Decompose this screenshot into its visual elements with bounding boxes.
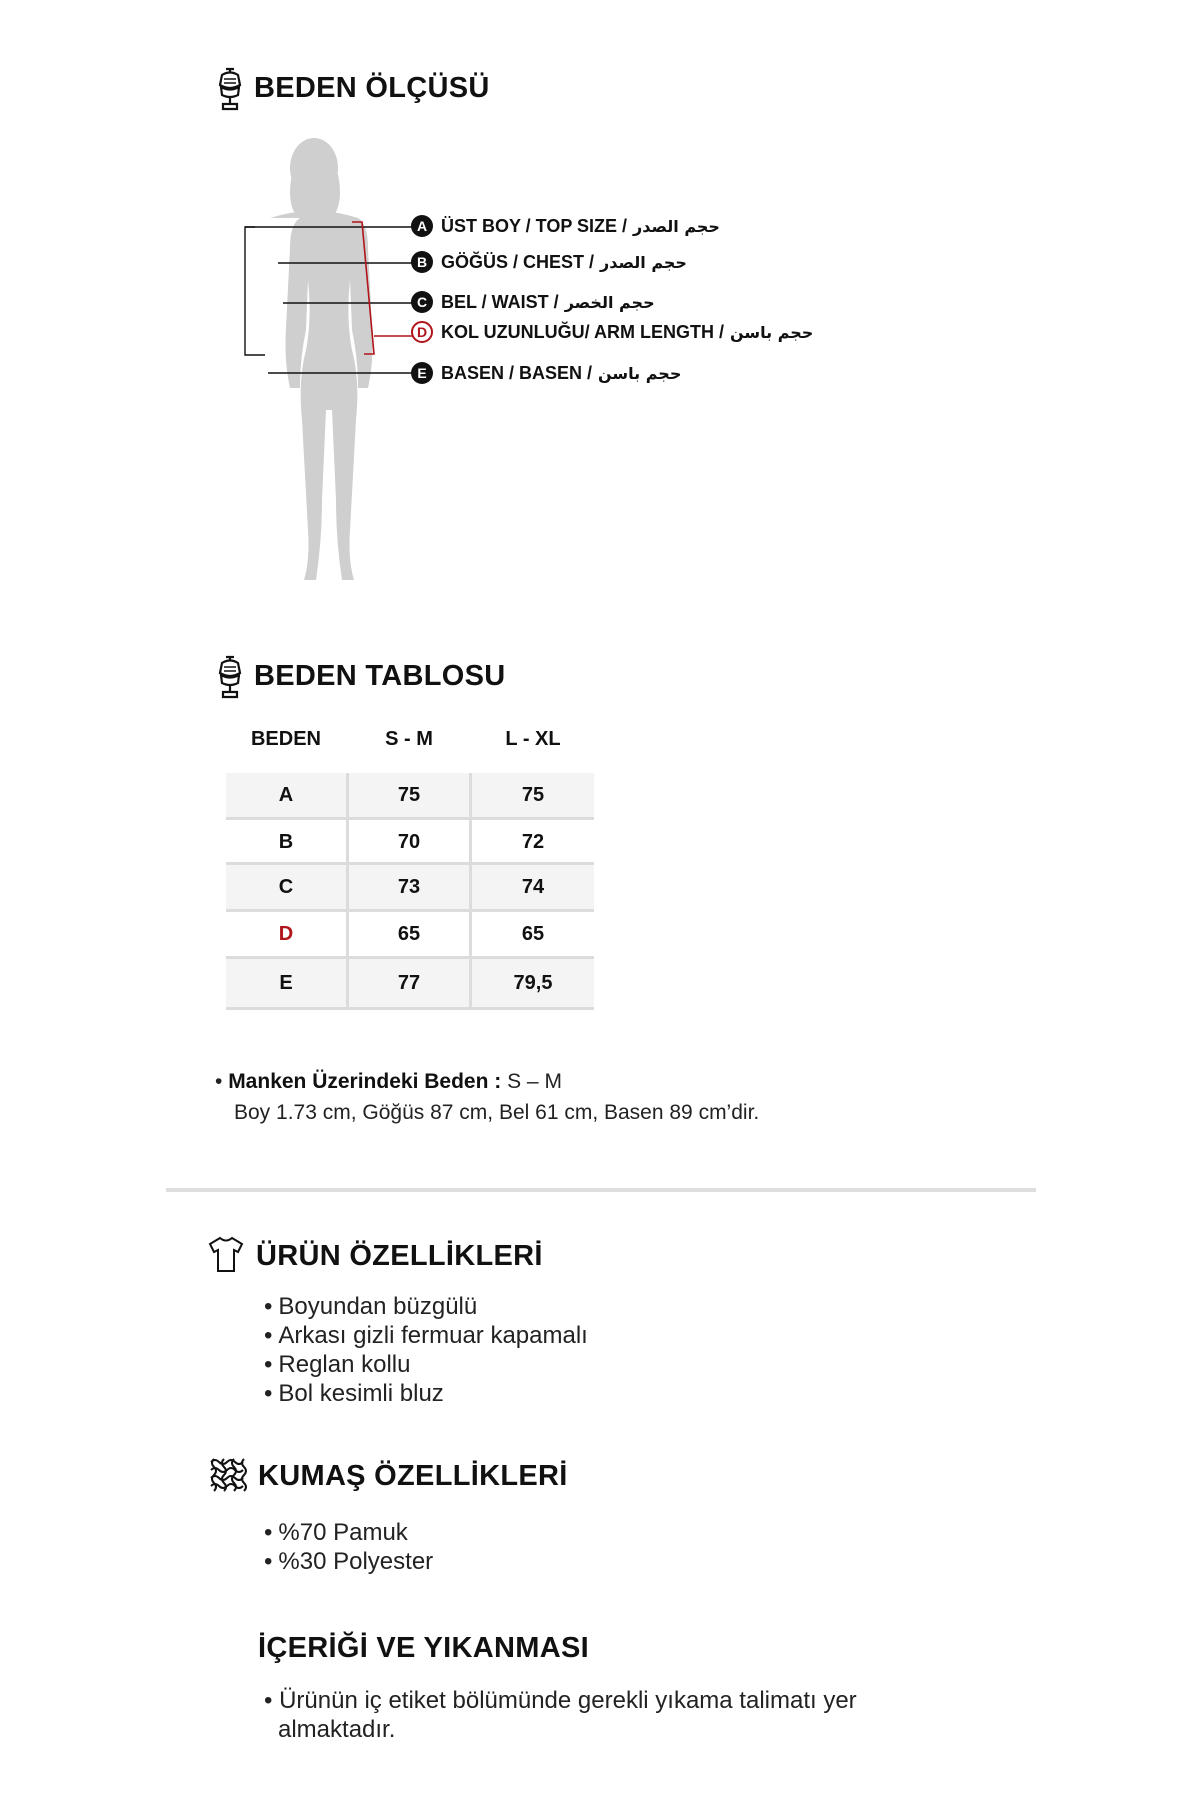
measurement-a-label: ÜST BOY / TOP SIZE /	[441, 215, 628, 236]
table-header-size: BEDEN	[250, 728, 321, 750]
size-guide-title: BEDEN ÖLÇÜSÜ	[254, 72, 490, 104]
row-sm: 65	[349, 912, 472, 956]
badge-b: B	[411, 251, 433, 273]
model-size-value: S – M	[507, 1070, 562, 1093]
measurement-d	[411, 321, 813, 343]
measurement-e-label: BASEN / BASEN /	[441, 362, 593, 383]
model-size-label: Manken Üzerindeki Beden :	[228, 1070, 502, 1093]
care-line: • Ürünün iç etiket bölümünde gerekli yıkama talimatı yer	[264, 1687, 857, 1714]
product-features-title: ÜRÜN ÖZELLİKLERİ	[256, 1240, 543, 1272]
row-lxl: 72	[521, 830, 545, 853]
badge-e: E	[411, 362, 433, 384]
row-size: E	[226, 959, 349, 1007]
fabric-icon	[208, 1456, 248, 1496]
row-lxl: 79,5	[513, 971, 553, 994]
list-item: • %70 Pamuk	[264, 1518, 433, 1547]
care-title: İÇERİĞİ VE YIKANMASI	[258, 1632, 589, 1664]
table-row	[226, 773, 594, 817]
row-lxl: 65	[521, 922, 545, 945]
badge-a: A	[411, 215, 433, 237]
table-row	[226, 912, 594, 956]
row-size: A	[226, 773, 349, 817]
row-divider	[226, 1007, 594, 1010]
mannequin-icon	[214, 654, 246, 700]
row-sm: 75	[349, 773, 472, 817]
tshirt-icon	[206, 1234, 246, 1274]
row-sm: 70	[349, 820, 472, 864]
measurement-c-arabic: حجم الخصر	[564, 292, 655, 312]
product-features-list	[264, 1292, 588, 1408]
row-lxl: 74	[521, 875, 545, 898]
measurement-d-arabic: حجم باسن	[729, 322, 814, 342]
measurement-a	[411, 215, 720, 237]
fabric-features-title: KUMAŞ ÖZELLİKLERİ	[258, 1460, 568, 1492]
row-size: D	[226, 912, 349, 956]
measurement-d-label: KOL UZUNLUĞU/ ARM LENGTH /	[441, 321, 724, 342]
fabric-features-list	[264, 1518, 433, 1576]
measurement-e	[411, 362, 681, 384]
table-row	[226, 820, 594, 864]
measurement-b-arabic: حجم الصدر	[600, 252, 687, 272]
table-header-sm: S - M	[385, 728, 433, 750]
table-row	[226, 959, 594, 1007]
measurement-b	[411, 251, 687, 273]
list-item: • Boyundan büzgülü	[264, 1292, 588, 1321]
row-size: C	[226, 865, 349, 909]
care-line-1: Ürünün iç etiket bölümünde gerekli yıkama talimatı yer	[279, 1687, 857, 1714]
table-header-lxl: L - XL	[505, 728, 561, 750]
care-line-2: almaktadır.	[278, 1716, 396, 1743]
list-item: • Bol kesimli bluz	[264, 1379, 588, 1408]
measurement-c	[411, 291, 655, 313]
measurement-e-arabic: حجم باسن	[598, 363, 682, 383]
list-item: • Reglan kollu	[264, 1350, 588, 1379]
measurement-b-label: GÖĞÜS / CHEST /	[441, 251, 595, 272]
list-item: • Arkası gizli fermuar kapamalı	[264, 1321, 588, 1350]
badge-c: C	[411, 291, 433, 313]
size-table-title: BEDEN TABLOSU	[254, 660, 506, 692]
row-sm: 73	[349, 865, 472, 909]
mannequin-icon	[214, 66, 246, 112]
section-divider	[166, 1188, 1036, 1192]
list-item: • %30 Polyester	[264, 1547, 433, 1576]
measurement-lines	[230, 200, 430, 390]
model-measurements: Boy 1.73 cm, Göğüs 87 cm, Bel 61 cm, Basen 89 cm’dir.	[234, 1101, 760, 1124]
badge-d: D	[411, 321, 433, 343]
row-sm: 77	[349, 959, 472, 1007]
measurement-a-arabic: حجم الصدر	[633, 216, 720, 236]
care-line	[264, 1715, 857, 1744]
table-row	[226, 865, 594, 909]
row-lxl: 75	[521, 783, 545, 806]
measurement-c-label: BEL / WAIST /	[441, 291, 559, 312]
row-size: B	[226, 820, 349, 864]
care-text	[264, 1686, 857, 1744]
model-size-line: • Manken Üzerindeki Beden : S – M	[215, 1070, 562, 1093]
